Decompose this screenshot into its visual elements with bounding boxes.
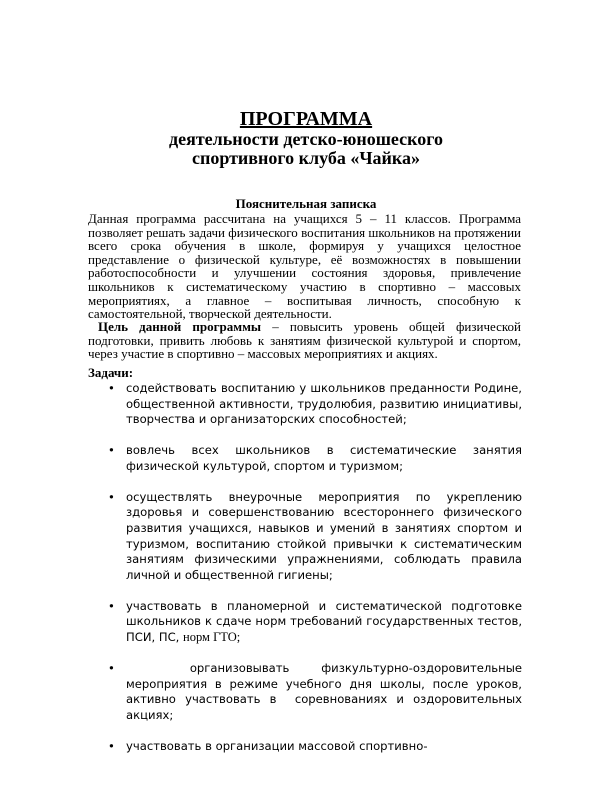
list-item <box>104 381 522 428</box>
explanatory-note-heading: Пояснительная записка <box>235 196 377 211</box>
task-text: организовывать физкультурно-оздоровительные мероприятия в режиме учебного дня школы, после уроков, активно участвовать в соревнованиях и оздоровительных акциях; <box>126 660 526 722</box>
goal-text: – повысить уровень общей физической подготовки, привить любовь к занятиям физической культурой и спортом, через участие в спортивно – массовых мероприятиях и акциях. <box>88 319 521 362</box>
task-text: содействовать воспитанию у школьников преданности Родине, общественной активности, трудолюбия, развитию инициативы, творчества и организаторских способностей; <box>126 381 522 427</box>
list-item <box>104 599 522 646</box>
bullet-icon: • <box>108 738 115 753</box>
explanatory-note-text: Данная программа рассчитана на учащихся 5 – 11 классов. Программа позволяет решать задачи физического воспитания школьников на протяжении всего срока обучения в школе, формируя у учащихся целостное представление о физической культуре, её возможностях в повышении работоспособности и улучшении состояния здоровья, привлечение школьников к систематическому участию в спортивно – массовых мероприятиях, а главное – воспитывая личность, способную к самостоятельной, творческой деятельности. <box>88 211 521 322</box>
bullet-icon: • <box>108 489 115 504</box>
task-text: вовлечь всех школьников в систематические занятия физической культурой, спортом и туризмом; <box>126 443 522 473</box>
title-block <box>0 108 612 168</box>
bullet-icon: • <box>108 443 115 458</box>
list-item <box>104 739 522 755</box>
task-text: осуществлять внеурочные мероприятия по укреплению здоровья и совершенствованию всестороннего физического развития учащихся, навыков и умений в занятиях спортом и туризмом, воспитанию стойкой привычки к систематическим занятиям физическими упражнениями, соблюдать правила личной и общественной гигиены; <box>126 489 522 583</box>
list-item <box>104 490 522 584</box>
bullet-icon: • <box>108 660 115 675</box>
task-text: участвовать в организации массовой спортивно- <box>126 738 428 753</box>
document-subtitle-line-2: спортивного клуба «Чайка» <box>191 148 421 168</box>
list-item <box>104 443 522 474</box>
bullet-icon: • <box>108 598 115 613</box>
tasks-heading: Задачи: <box>88 365 134 380</box>
tasks-list <box>104 381 526 769</box>
document-title: ПРОГРАММА <box>239 108 373 130</box>
bullet-icon: • <box>108 381 115 395</box>
document-subtitle-line-1: деятельности детско-юношеского <box>168 129 443 149</box>
goal-label: Цель данной программы <box>98 319 262 334</box>
task-text: участвовать в планомерной и систематической подготовке школьников к сдаче норм требований государственных тестов, ПСИ, ПС, <box>126 598 522 645</box>
goal-paragraph <box>88 320 521 361</box>
task-text-tail: норм ГТО; <box>183 630 241 645</box>
list-item <box>104 660 526 724</box>
